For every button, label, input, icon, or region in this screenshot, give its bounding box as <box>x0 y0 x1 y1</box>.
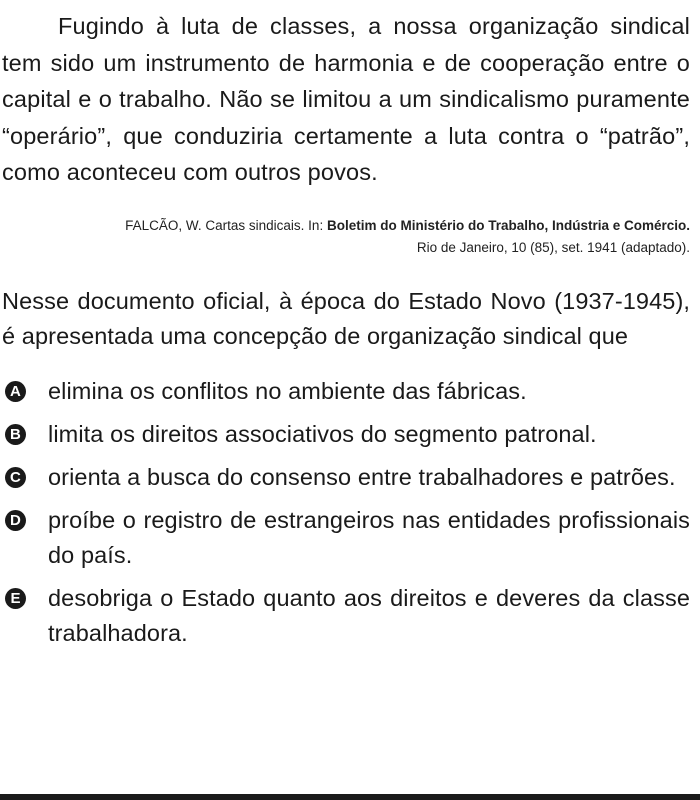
option-c-text: orienta a busca do consenso entre trabalhadores e patrões. <box>48 463 676 490</box>
option-c-letter-badge: C <box>5 467 26 488</box>
option-e-letter-badge: E <box>5 588 26 609</box>
answer-options <box>2 374 690 651</box>
option-b-letter-badge: B <box>5 424 26 445</box>
citation <box>2 215 690 259</box>
bottom-rule <box>0 794 700 800</box>
citation-prefix: FALCÃO, W. Cartas sindicais. In: <box>125 217 327 233</box>
option-a-text: elimina os conflitos no ambiente das fábricas. <box>48 377 527 404</box>
citation-source: Boletim do Ministério do Trabalho, Indústria e Comércio. <box>326 217 690 233</box>
citation-details: Rio de Janeiro, 10 (85), set. 1941 (adaptado). <box>416 239 690 255</box>
option-a-letter-badge: A <box>5 381 26 402</box>
option-e[interactable] <box>2 581 690 651</box>
option-b-text: limita os direitos associativos do segmento patronal. <box>48 420 597 447</box>
option-d-letter-badge: D <box>5 510 26 531</box>
option-d[interactable] <box>2 503 690 573</box>
option-a[interactable] <box>2 374 690 409</box>
question-stem: Nesse documento oficial, à época do Estado Novo (1937-1945), é apresentada uma concepção de organização sindical que <box>2 287 690 349</box>
option-e-text: desobriga o Estado quanto aos direitos e deveres da classe trabalhadora. <box>48 584 690 646</box>
option-d-text: proíbe o registro de estrangeiros nas entidades profissionais do país. <box>48 506 690 568</box>
option-b[interactable] <box>2 417 690 452</box>
quote-text: Fugindo à luta de classes, a nossa organização sindical tem sido um instrumento de harmonia e de cooperação entre o capital e o trabalho. Não se limitou a um sindicalismo puramente “operário”, que conduziria certamente a luta contra o “patrão”, como aconteceu com outros povos. <box>2 13 690 185</box>
option-c[interactable] <box>2 460 690 495</box>
